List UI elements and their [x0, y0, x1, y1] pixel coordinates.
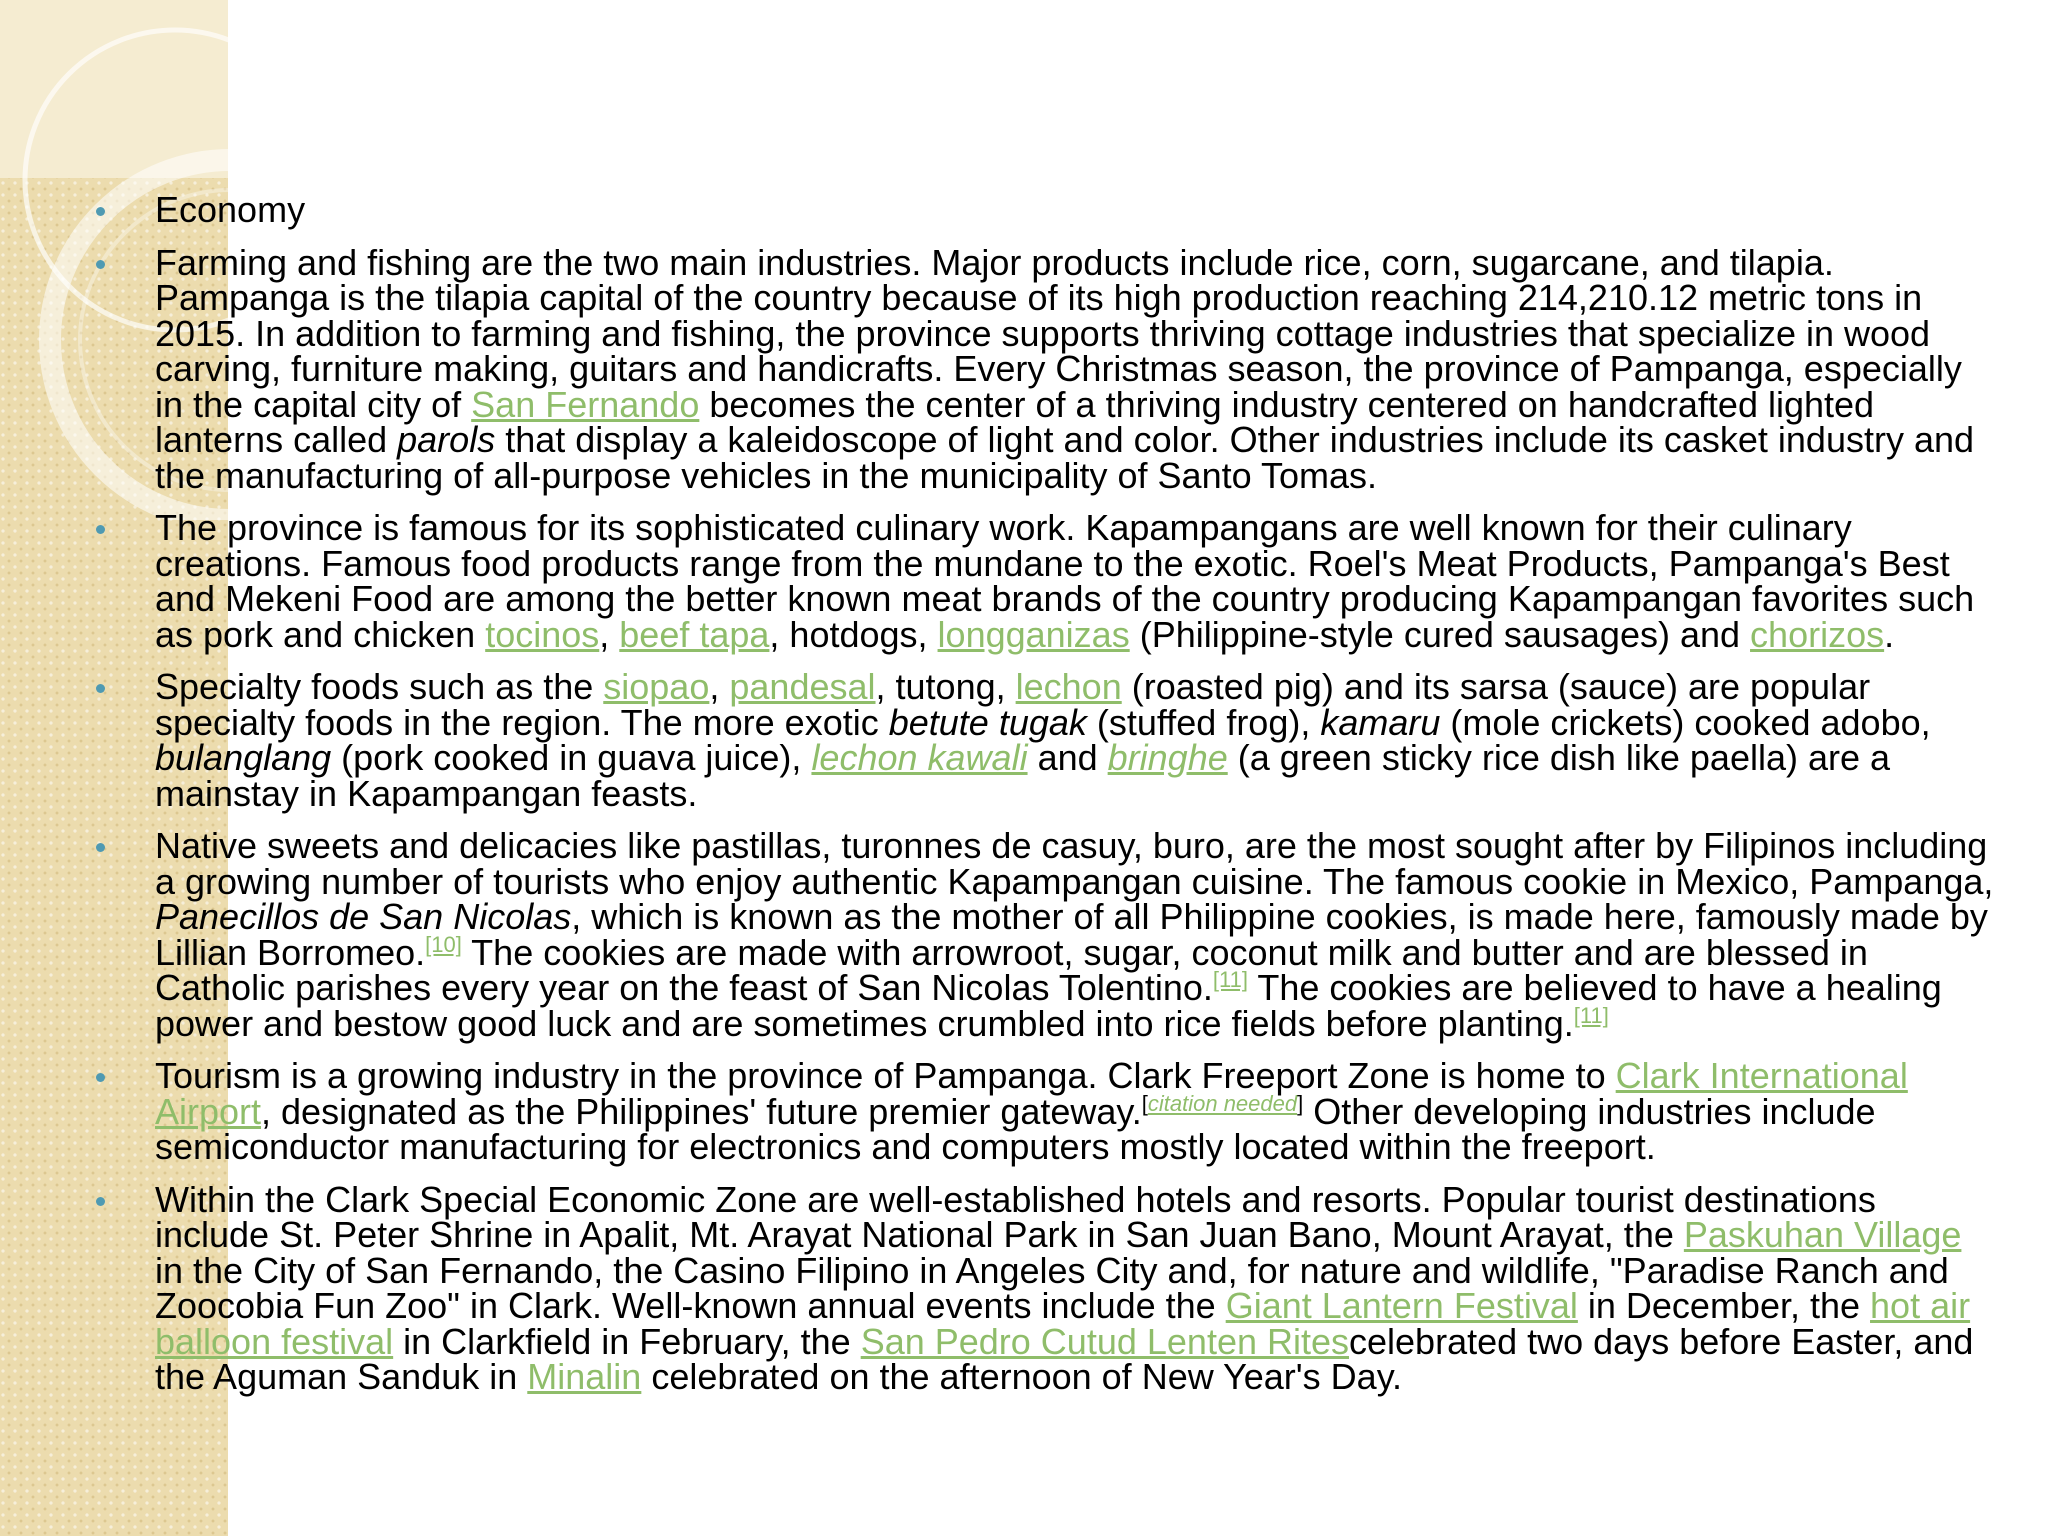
text-run: Tourism is a growing industry in the province of Pampanga. Clark Freeport Zone is home to [155, 1055, 1616, 1096]
italic-term: parols [397, 419, 496, 460]
heading-economy: Economy [155, 189, 306, 230]
text-run: Native sweets and delicacies like pastillas, turonnes de casuy, buro, are the most sought after by Filipinos including a growing number of tourists who enjoy authentic Kapampangan cuisine. The famous cookie in Mexico, Pampanga, [155, 825, 1994, 902]
text-run: in the City of San Fernando, the Casino Filipino in Angeles City and, for nature and wildlife, "Paradise Ranch and Zoocobia Fun Zoo" in Clark. Well-known annual events include the [155, 1249, 1949, 1326]
citation-needed-link[interactable]: citation needed [1147, 1090, 1298, 1116]
text-run: The cookies are made with arrowroot, sugar, coconut milk and butter and are blessed in Catholic parishes every year on the feast of San Nicolas Tolentino. [155, 931, 1868, 1008]
list-item [96, 666, 1996, 814]
text-run: celebrated two days before Easter, and the Aguman Sanduk in [155, 1320, 1974, 1397]
text-run: Other developing industries include semiconductor manufacturing for electronics and computers mostly located within the freeport. [155, 1090, 1876, 1167]
text-run: celebrated on the afternoon of New Year's Day. [641, 1356, 1403, 1397]
bullet-dot-icon [96, 1073, 105, 1082]
link-lechon-kawali[interactable]: lechon kawali [811, 737, 1028, 778]
bullet-dot-icon [96, 525, 105, 534]
italic-term: Panecillos de San Nicolas [155, 896, 572, 937]
citation-ref[interactable]: [10] [425, 931, 462, 957]
bullet-dot-icon [96, 843, 105, 852]
link-longganizas[interactable]: longganizas [937, 613, 1130, 655]
list-item [96, 189, 1996, 230]
text-run: Farming and fishing are the two main industries. Major products include rice, corn, sugarcane, and tilapia. Pampanga is the tilapia capital of the country because of its high production reaching 214,210.12 metric tons in 2015. In addition to farming and fishing, the province supports thriving cottage industries that specialize in wood carving, furniture making, guitars and handicrafts. Every Christmas season, the province of Pampanga, especially in the capital city of [155, 241, 1962, 425]
italic-term: kamaru [1320, 701, 1441, 743]
text-run: becomes the center of a thriving industry centered on handcrafted lighted lanterns called [155, 383, 1875, 460]
text-run: Within the Clark Special Economic Zone are well-established hotels and resorts. Popular tourist destinations include St. Peter Shrine in Apalit, Mt. Arayat National Park in San Juan Bano, Mount Arayat, the [155, 1178, 1876, 1255]
citation-ref[interactable]: [11] [1212, 967, 1248, 992]
link-san-pedro-cutud-lenten-rites[interactable]: San Pedro Cutud Lenten Rites [860, 1320, 1350, 1362]
link-lechon[interactable]: lechon [1015, 666, 1122, 707]
list-item [96, 825, 1996, 1044]
text-run: (pork cooked in guava juice), [331, 737, 812, 778]
italic-term: bulanglang [155, 737, 332, 778]
link-minalin[interactable]: Minalin [527, 1356, 642, 1397]
citation-ref[interactable]: [11] [1573, 1002, 1609, 1028]
link-chorizos[interactable]: chorizos [1750, 613, 1885, 655]
text-run: (mole crickets) cooked adobo, [1440, 701, 1931, 743]
bullet-dot-icon [96, 684, 105, 693]
text-run: in Clarkfield in February, the [393, 1320, 861, 1362]
text-run: that display a kaleidoscope of light and color. Other industries include its casket industry and the manufacturing of all-purpose vehicles in the municipality of Santo Tomas. [155, 419, 1975, 496]
link-beef-tapa[interactable]: beef tapa [619, 613, 770, 655]
citation-needed [1142, 1091, 1303, 1116]
link-hot-air-balloon-festival[interactable]: hot air balloon festival [155, 1285, 1971, 1362]
text-run: , hotdogs, [769, 613, 938, 655]
text-run: , which is known as the mother of all Philippine cookies, is made here, famously made by Lillian Borromeo. [155, 896, 1988, 973]
bracket: [ [1141, 1090, 1148, 1116]
text-run: Specialty foods such as the [155, 666, 604, 707]
bullet-dot-icon [96, 1197, 105, 1206]
link-clark-international-airport[interactable]: Clark International Airport [155, 1055, 1908, 1132]
text-run: The cookies are believed to have a healing power and bestow good luck and are sometimes crumbled into rice fields before planting. [155, 967, 1942, 1044]
link-pandesal[interactable]: pandesal [729, 666, 876, 707]
link-giant-lantern-festival[interactable]: Giant Lantern Festival [1225, 1285, 1578, 1326]
list-item [96, 241, 1996, 496]
bracket: ] [1297, 1090, 1304, 1116]
text-run: (a green sticky rice dish like paella) are a mainstay in Kapampangan feasts. [155, 737, 1891, 814]
text-run: . [1884, 613, 1895, 655]
bullet-dot-icon [96, 260, 105, 269]
italic-term: betute tugak [888, 701, 1087, 743]
text-run: , [599, 613, 620, 655]
bullet-dot-icon [96, 207, 105, 216]
link-tocinos[interactable]: tocinos [485, 613, 600, 655]
link-siopao[interactable]: siopao [603, 666, 710, 707]
bullet-list [96, 189, 1996, 1412]
list-item [96, 507, 1996, 655]
text-run: in December, the [1577, 1285, 1871, 1326]
list-item [96, 1178, 1996, 1397]
text-run: , tutong, [875, 666, 1016, 707]
link-bringhe[interactable]: bringhe [1107, 737, 1228, 778]
link-paskuhan-village[interactable]: Paskuhan Village [1683, 1214, 1962, 1255]
text-run: , [709, 666, 730, 707]
text-run: (stuffed frog), [1086, 701, 1321, 743]
text-run: (Philippine-style cured sausages) and [1129, 613, 1751, 655]
link-san-fernando[interactable]: San Fernando [471, 383, 700, 425]
text-run: and [1027, 737, 1108, 778]
list-item [96, 1055, 1996, 1167]
text-run: (roasted pig) and its sarsa (sauce) are popular specialty foods in the region. The more exotic [155, 666, 1871, 743]
text-run: , designated as the Philippines' future premier gateway. [261, 1090, 1142, 1132]
text-run: The province is famous for its sophisticated culinary work. Kapampangans are well known for their culinary creations. Famous food products range from the mundane to the exotic. Roel's Meat Products, Pampanga's Best and Mekeni Food are among the better known meat brands of the country producing Kapampangan favorites such as pork and chicken [155, 507, 1975, 655]
